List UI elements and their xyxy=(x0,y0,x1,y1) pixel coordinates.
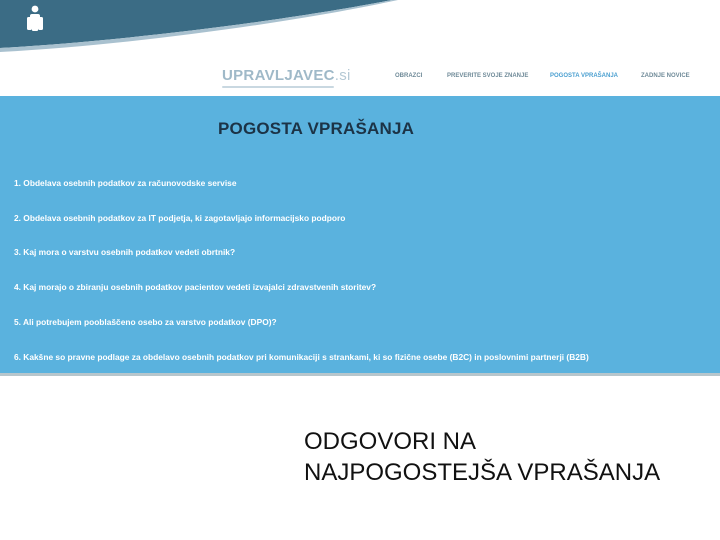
logo-icon xyxy=(22,4,46,34)
faq-item-3[interactable]: 3. Kaj mora o varstvu osebnih podatkov vedeti obrtnik? xyxy=(14,247,236,257)
slide-caption xyxy=(304,426,660,488)
caption-line-2: NAJPOGOSTEJŠA VPRAŠANJA xyxy=(304,459,661,487)
faq-item-4[interactable]: 4. Kaj morajo o zbiranju osebnih podatkov pacientov vedeti izvajalci zdravstvenih storitev? xyxy=(14,282,377,292)
nav-item-preverite-znanje[interactable]: PREVERITE SVOJE ZNANJE xyxy=(447,73,529,79)
faq-item-6[interactable]: 6. Kakšne so pravne podlage za obdelavo osebnih podatkov pri komunikaciji s strankami, ki so fizične osebe (B2C) in poslovnimi partnerji (B2B) xyxy=(14,352,589,362)
faq-title: POGOSTA VPRAŠANJA xyxy=(218,119,415,138)
brand-tld: .si xyxy=(334,67,351,84)
faq-item-1[interactable]: 1. Obdelava osebnih podatkov za računovodske servise xyxy=(14,178,237,188)
faq-panel xyxy=(0,96,720,376)
caption-line-1: ODGOVORI NA xyxy=(304,428,477,455)
faq-item-5[interactable]: 5. Ali potrebujem pooblaščeno osebo za varstvo podatkov (DPO)? xyxy=(14,317,277,327)
nav-item-pogosta-vprasanja[interactable]: POGOSTA VPRAŠANJA xyxy=(550,73,619,79)
site-header xyxy=(0,56,720,96)
main-nav xyxy=(0,73,720,85)
brand-underline xyxy=(222,86,334,88)
nav-item-zadnje-novice[interactable]: ZADNJE NOVICE xyxy=(641,73,690,79)
faq-item-2[interactable]: 2. Obdelava osebnih podatkov za IT podjetja, ki zagotavljajo informacijsko podporo xyxy=(14,213,346,223)
brand-name: UPRAVLJAVEC xyxy=(222,67,335,84)
nav-item-obrazci[interactable]: OBRAZCI xyxy=(395,73,423,79)
top-banner xyxy=(0,0,720,56)
